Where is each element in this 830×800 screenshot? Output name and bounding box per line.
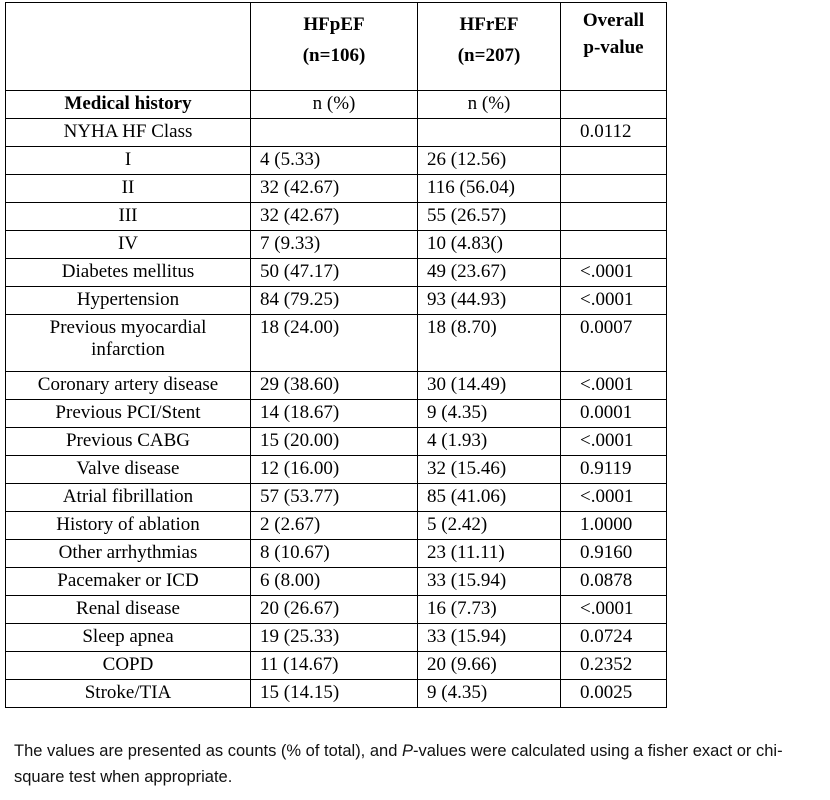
row-pvalue: <.0001: [561, 287, 667, 315]
subheader-hfpef-unit: n (%): [251, 91, 418, 119]
row-hfpef-value: 19 (25.33): [251, 624, 418, 652]
table-row: [6, 540, 667, 568]
table-row: [6, 484, 667, 512]
table-row: [6, 231, 667, 259]
table-row: [6, 680, 667, 708]
subheader-hfref-unit: n (%): [418, 91, 561, 119]
row-pvalue: 0.0878: [561, 568, 667, 596]
table-header-row: [6, 3, 667, 91]
table-row: [6, 259, 667, 287]
row-label: Coronary artery disease: [6, 372, 251, 400]
row-hfpef-value: 18 (24.00): [251, 315, 418, 372]
row-hfref-value: 18 (8.70): [418, 315, 561, 372]
header-pvalue: [561, 3, 667, 91]
table-row: [6, 596, 667, 624]
subheader-label: Medical history: [6, 91, 251, 119]
table-row: [6, 512, 667, 540]
row-hfpef-value: 32 (42.67): [251, 175, 418, 203]
header-hfref: [418, 3, 561, 91]
row-hfref-value: 33 (15.94): [418, 568, 561, 596]
table-row: [6, 203, 667, 231]
row-label: Diabetes mellitus: [6, 259, 251, 287]
row-label: Atrial fibrillation: [6, 484, 251, 512]
table-row: [6, 315, 667, 372]
header-empty-cell: [6, 3, 251, 91]
row-hfpef-value: 29 (38.60): [251, 372, 418, 400]
table-row: [6, 372, 667, 400]
row-label: Valve disease: [6, 456, 251, 484]
table-footnote: [14, 738, 826, 790]
footnote-text-2: -values were calculated using a fisher exact or chi-square test when appropriate.: [14, 742, 783, 786]
row-pvalue: <.0001: [561, 372, 667, 400]
row-pvalue: <.0001: [561, 259, 667, 287]
row-hfpef-value: 2 (2.67): [251, 512, 418, 540]
row-pvalue: [561, 203, 667, 231]
header-hfref-name: HFrEF: [459, 14, 519, 35]
row-pvalue: 0.9160: [561, 540, 667, 568]
header-hfpef-n: (n=106): [302, 45, 366, 66]
row-pvalue: 1.0000: [561, 512, 667, 540]
header-pvalue-line1: Overall: [582, 10, 645, 31]
row-pvalue: 0.0025: [561, 680, 667, 708]
table-row: [6, 175, 667, 203]
row-pvalue: 0.0007: [561, 315, 667, 372]
row-hfref-value: 116 (56.04): [418, 175, 561, 203]
row-hfref-value: 26 (12.56): [418, 147, 561, 175]
row-pvalue: 0.2352: [561, 652, 667, 680]
row-hfpef-value: 14 (18.67): [251, 400, 418, 428]
row-label: Hypertension: [6, 287, 251, 315]
row-hfpef-value: 11 (14.67): [251, 652, 418, 680]
row-label: Previous CABG: [6, 428, 251, 456]
row-pvalue: 0.9119: [561, 456, 667, 484]
row-label: Stroke/TIA: [6, 680, 251, 708]
row-pvalue: 0.0724: [561, 624, 667, 652]
row-hfpef-value: 20 (26.67): [251, 596, 418, 624]
table-row: [6, 568, 667, 596]
row-hfpef-value: 12 (16.00): [251, 456, 418, 484]
row-hfref-value: 93 (44.93): [418, 287, 561, 315]
row-pvalue: 0.0001: [561, 400, 667, 428]
header-hfpef-name: HFpEF: [303, 14, 365, 35]
row-hfref-value: 9 (4.35): [418, 680, 561, 708]
row-hfref-value: 55 (26.57): [418, 203, 561, 231]
medical-history-table: [5, 2, 667, 708]
table-row: [6, 652, 667, 680]
row-hfpef-value: 57 (53.77): [251, 484, 418, 512]
row-label: Previous PCI/Stent: [6, 400, 251, 428]
row-hfpef-value: 50 (47.17): [251, 259, 418, 287]
table-row: [6, 456, 667, 484]
row-label: Other arrhythmias: [6, 540, 251, 568]
row-label: I: [6, 147, 251, 175]
row-hfpef-value: [251, 119, 418, 147]
medical-history-table-container: [5, 2, 667, 708]
row-hfpef-value: 4 (5.33): [251, 147, 418, 175]
row-pvalue: 0.0112: [561, 119, 667, 147]
header-pvalue-line2: p-value: [583, 37, 644, 58]
row-hfref-value: 16 (7.73): [418, 596, 561, 624]
row-pvalue: [561, 231, 667, 259]
footnote-text-1: The values are presented as counts (% of total), and: [14, 742, 402, 760]
subheader-row: [6, 91, 667, 119]
row-hfref-value: 23 (11.11): [418, 540, 561, 568]
footnote-p-symbol: P: [401, 742, 413, 760]
row-hfref-value: 85 (41.06): [418, 484, 561, 512]
row-pvalue: [561, 147, 667, 175]
row-label: NYHA HF Class: [6, 119, 251, 147]
row-hfpef-value: 8 (10.67): [251, 540, 418, 568]
table-row: [6, 119, 667, 147]
row-pvalue: <.0001: [561, 484, 667, 512]
row-hfpef-value: 6 (8.00): [251, 568, 418, 596]
row-label: History of ablation: [6, 512, 251, 540]
table-row: [6, 147, 667, 175]
row-hfref-value: 4 (1.93): [418, 428, 561, 456]
row-pvalue: <.0001: [561, 428, 667, 456]
row-label: IV: [6, 231, 251, 259]
row-hfpef-value: 32 (42.67): [251, 203, 418, 231]
row-label: Pacemaker or ICD: [6, 568, 251, 596]
row-hfref-value: 32 (15.46): [418, 456, 561, 484]
row-hfref-value: 5 (2.42): [418, 512, 561, 540]
header-hfpef: [251, 3, 418, 91]
row-hfpef-value: 15 (14.15): [251, 680, 418, 708]
row-label: COPD: [6, 652, 251, 680]
row-hfref-value: 49 (23.67): [418, 259, 561, 287]
row-hfref-value: [418, 119, 561, 147]
row-label: Previous myocardial infarction: [6, 315, 251, 372]
row-pvalue: [561, 175, 667, 203]
table-row: [6, 624, 667, 652]
row-hfref-value: 20 (9.66): [418, 652, 561, 680]
subheader-pvalue-empty: [561, 91, 667, 119]
row-hfref-value: 30 (14.49): [418, 372, 561, 400]
table-row: [6, 287, 667, 315]
table-row: [6, 428, 667, 456]
header-hfref-n: (n=207): [457, 45, 521, 66]
row-pvalue: <.0001: [561, 596, 667, 624]
row-label: III: [6, 203, 251, 231]
row-hfref-value: 33 (15.94): [418, 624, 561, 652]
row-label: Renal disease: [6, 596, 251, 624]
row-hfpef-value: 84 (79.25): [251, 287, 418, 315]
row-hfpef-value: 7 (9.33): [251, 231, 418, 259]
row-hfpef-value: 15 (20.00): [251, 428, 418, 456]
row-hfref-value: 9 (4.35): [418, 400, 561, 428]
table-row: [6, 400, 667, 428]
row-hfref-value: 10 (4.83(): [418, 231, 561, 259]
row-label: II: [6, 175, 251, 203]
row-label: Sleep apnea: [6, 624, 251, 652]
